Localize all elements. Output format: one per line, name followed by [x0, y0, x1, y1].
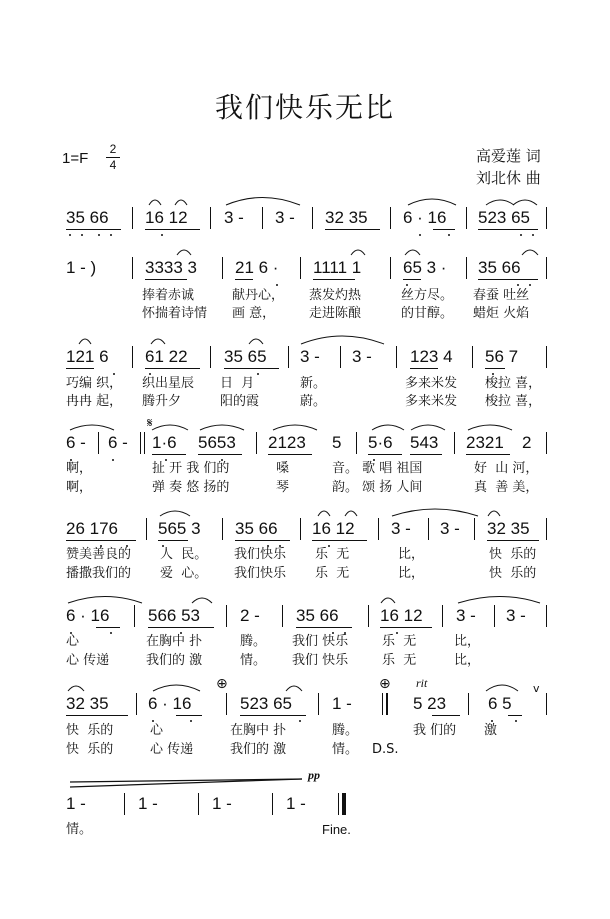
note-group: 3333 3	[145, 258, 197, 277]
note-group: 523 65	[240, 694, 292, 713]
lyric: 阳的霞	[220, 394, 260, 409]
note-group: 16 12	[312, 519, 355, 538]
lyric: 比，	[398, 547, 425, 562]
lyric: 日 月	[220, 376, 255, 391]
lyric: 我们 快乐	[292, 634, 349, 649]
time-signature-top: 2	[109, 142, 117, 156]
note-group: 6 · 16	[148, 694, 192, 713]
lyric: 怀揣着诗情	[142, 306, 208, 321]
lyric: 走进陈酿	[309, 306, 362, 321]
note-group: 3 -	[224, 208, 244, 227]
lyric: 乐 无	[315, 566, 350, 581]
lyric: 快 乐的	[489, 566, 537, 581]
note-group: 3 -	[391, 519, 411, 538]
score-line-8	[0, 792, 610, 816]
lyric: 赞美善良的	[66, 547, 132, 562]
note-group: 2321	[466, 433, 504, 452]
lyrics-verse-2-line-5	[0, 565, 610, 583]
key-signature: 1=F	[62, 150, 89, 167]
note-group: 65 3 ·	[403, 258, 447, 277]
score-line-4	[0, 431, 610, 455]
note-group: 35 65	[224, 347, 267, 366]
note-group: 6 -	[66, 433, 86, 452]
lyric: 快 乐的	[489, 547, 537, 562]
lyric: 蔚。	[300, 394, 327, 409]
time-signature	[106, 143, 120, 172]
lyrics-verse-2-line-2	[0, 305, 610, 323]
lyric: 人 民。	[160, 547, 208, 562]
lyric: 丝方尽。	[401, 288, 454, 303]
note-group: 2 -	[240, 606, 260, 625]
note-group: 35 66	[235, 519, 278, 538]
lyric: 乐 无	[382, 653, 417, 668]
lyrics-verse-1-line-6	[0, 633, 610, 651]
lyrics-verse-2-line-6	[0, 652, 610, 670]
lyric: 织出星辰	[142, 376, 195, 391]
breath-mark: v	[533, 682, 540, 695]
score-line-1	[0, 206, 610, 230]
lyric: 弹 奏 悠 扬的	[152, 480, 230, 495]
lyric: D.S.	[372, 742, 399, 757]
lyric: 播撒我们的	[66, 566, 132, 581]
note-group: 21 6 ·	[235, 258, 279, 277]
lyric: 蜡炬 火焰	[473, 306, 530, 321]
score-line-3	[0, 345, 610, 369]
coda-mark: ⊕	[379, 676, 391, 692]
note-group: 16 12	[145, 208, 188, 227]
lyric: 韵。 颂 扬 人间	[332, 480, 423, 495]
note-group: 1 -	[66, 794, 86, 813]
lyric: 腾升夕	[142, 394, 182, 409]
note-group: 56 7	[485, 347, 519, 366]
lyric: 梭拉 喜，	[485, 376, 542, 391]
note-group: 121 6	[66, 347, 109, 366]
lyric: 在胸中 扑	[146, 634, 203, 649]
ritardando-mark: rit	[416, 676, 428, 690]
lyric: 我 们的	[413, 723, 457, 738]
lyric: 心 传递	[150, 742, 194, 757]
note-group: 3 -	[456, 606, 476, 625]
lyric: 激	[484, 723, 498, 738]
note-group: 35 66	[296, 606, 339, 625]
lyrics-verse-1-line-7	[0, 722, 610, 740]
lyric: 多来米发	[405, 376, 458, 391]
lyric: 快 乐的	[66, 723, 114, 738]
note-group: 6 5	[488, 694, 512, 713]
note-group: 5·6	[368, 433, 393, 452]
lyric: 快 乐的	[66, 742, 114, 757]
lyrics-verse-1-line-3	[0, 375, 610, 393]
lyric: 比，	[454, 653, 481, 668]
lyric: 情。	[240, 653, 267, 668]
lyric: 好 山 河，	[474, 461, 539, 476]
lyric: 乐 无	[382, 634, 417, 649]
note-group: 2123	[268, 433, 306, 452]
note-group: 35 66	[478, 258, 521, 277]
note-group: 566 53	[148, 606, 200, 625]
lyric: 比，	[454, 634, 481, 649]
note-group: 543	[410, 433, 439, 452]
note-group: 6 · 16	[66, 606, 110, 625]
note-group: 26 176	[66, 519, 118, 538]
lyric: 扯 开 我 们的	[152, 461, 230, 476]
note-group: 6 -	[108, 433, 128, 452]
lyric: 我们快乐	[234, 566, 287, 581]
note-group: 123 4	[410, 347, 453, 366]
lyricist-credit: 高爱莲 词	[476, 147, 541, 165]
note-group: 3 -	[440, 519, 460, 538]
lyrics-verse-2-line-3	[0, 393, 610, 411]
lyrics-line-8	[0, 821, 610, 839]
note-group: 1 -	[332, 694, 352, 713]
lyric: 情。	[66, 822, 93, 837]
score-line-7	[0, 692, 610, 716]
score-line-5	[0, 517, 610, 541]
fine-marking: Fine.	[322, 822, 351, 837]
note-group: 3 -	[300, 347, 320, 366]
note-group: 35 66	[66, 208, 109, 227]
note-group: 6 · 16	[403, 208, 447, 227]
lyric: 心	[150, 723, 164, 738]
lyric: 乐 无	[315, 547, 350, 562]
lyric: 的甘醇。	[401, 306, 454, 321]
lyric: 腾。	[240, 634, 267, 649]
note-group: 32 35	[66, 694, 109, 713]
lyric: 多来米发	[405, 394, 458, 409]
lyric: 真 善 美，	[474, 480, 539, 495]
segno-mark: 𝄋	[147, 416, 153, 431]
lyric: 梭拉 喜，	[485, 394, 542, 409]
lyric: 巧编 织，	[66, 376, 123, 391]
lyric: 情。	[332, 742, 359, 757]
time-signature-bottom: 4	[109, 158, 117, 172]
note-group: 523 65	[478, 208, 530, 227]
lyric: 嗓	[276, 461, 290, 476]
lyric: 音。 歌 唱 祖国	[332, 461, 423, 476]
lyric: 我们快乐	[234, 547, 287, 562]
note-group: 3 -	[506, 606, 526, 625]
lyrics-verse-2-line-7	[0, 741, 610, 759]
note-group: 32 35	[487, 519, 530, 538]
lyric: 心	[66, 634, 80, 649]
lyric: 冉冉 起，	[66, 394, 123, 409]
lyric: 啊，	[66, 480, 93, 495]
lyric: 我们 快乐	[292, 653, 349, 668]
lyric: 琴	[276, 480, 290, 495]
song-title: 我们快乐无比	[214, 91, 395, 124]
note-group: 1 -	[138, 794, 158, 813]
lyric: 腾。	[332, 723, 359, 738]
score-line-6	[0, 604, 610, 628]
lyric: 新。	[300, 376, 327, 391]
pianissimo-mark: pp	[308, 768, 320, 782]
lyric: 捧着赤诚	[142, 288, 195, 303]
note-group: 5 23	[413, 694, 447, 713]
lyrics-verse-1-line-2	[0, 287, 610, 305]
note-group: 2	[522, 433, 532, 452]
lyric: 献丹心，	[232, 288, 285, 303]
lyrics-verse-1-line-5	[0, 546, 610, 564]
lyric: 画 意，	[232, 306, 276, 321]
note-group: 1 -	[212, 794, 232, 813]
note-group: 61 22	[145, 347, 188, 366]
note-group: 1 - )	[66, 258, 97, 277]
coda-mark: ⊕	[216, 676, 228, 692]
lyric: 啊，	[66, 461, 93, 476]
note-group: 3 -	[352, 347, 372, 366]
note-group: 32 35	[325, 208, 368, 227]
lyric: 春蚕 吐丝	[473, 288, 530, 303]
note-group: 5653	[198, 433, 236, 452]
lyrics-verse-2-line-4	[0, 479, 610, 497]
lyric: 心 传递	[66, 653, 110, 668]
note-group: 5	[332, 433, 342, 452]
note-group: 1111 1	[313, 258, 362, 277]
lyric: 爱 心。	[160, 566, 208, 581]
note-group: 3 -	[275, 208, 295, 227]
lyric: 蒸发灼热	[309, 288, 362, 303]
score-line-2	[0, 256, 610, 280]
composer-credit: 刘北休 曲	[476, 169, 541, 187]
note-group: 1·6	[152, 433, 177, 452]
note-group: 16 12	[380, 606, 423, 625]
note-group: 565 3	[158, 519, 201, 538]
lyric: 我们的 激	[230, 742, 287, 757]
lyric: 比，	[398, 566, 425, 581]
lyric: 我们的 激	[146, 653, 203, 668]
lyric: 在胸中 扑	[230, 723, 287, 738]
lyrics-verse-1-line-4	[0, 460, 610, 478]
note-group: 1 -	[286, 794, 306, 813]
